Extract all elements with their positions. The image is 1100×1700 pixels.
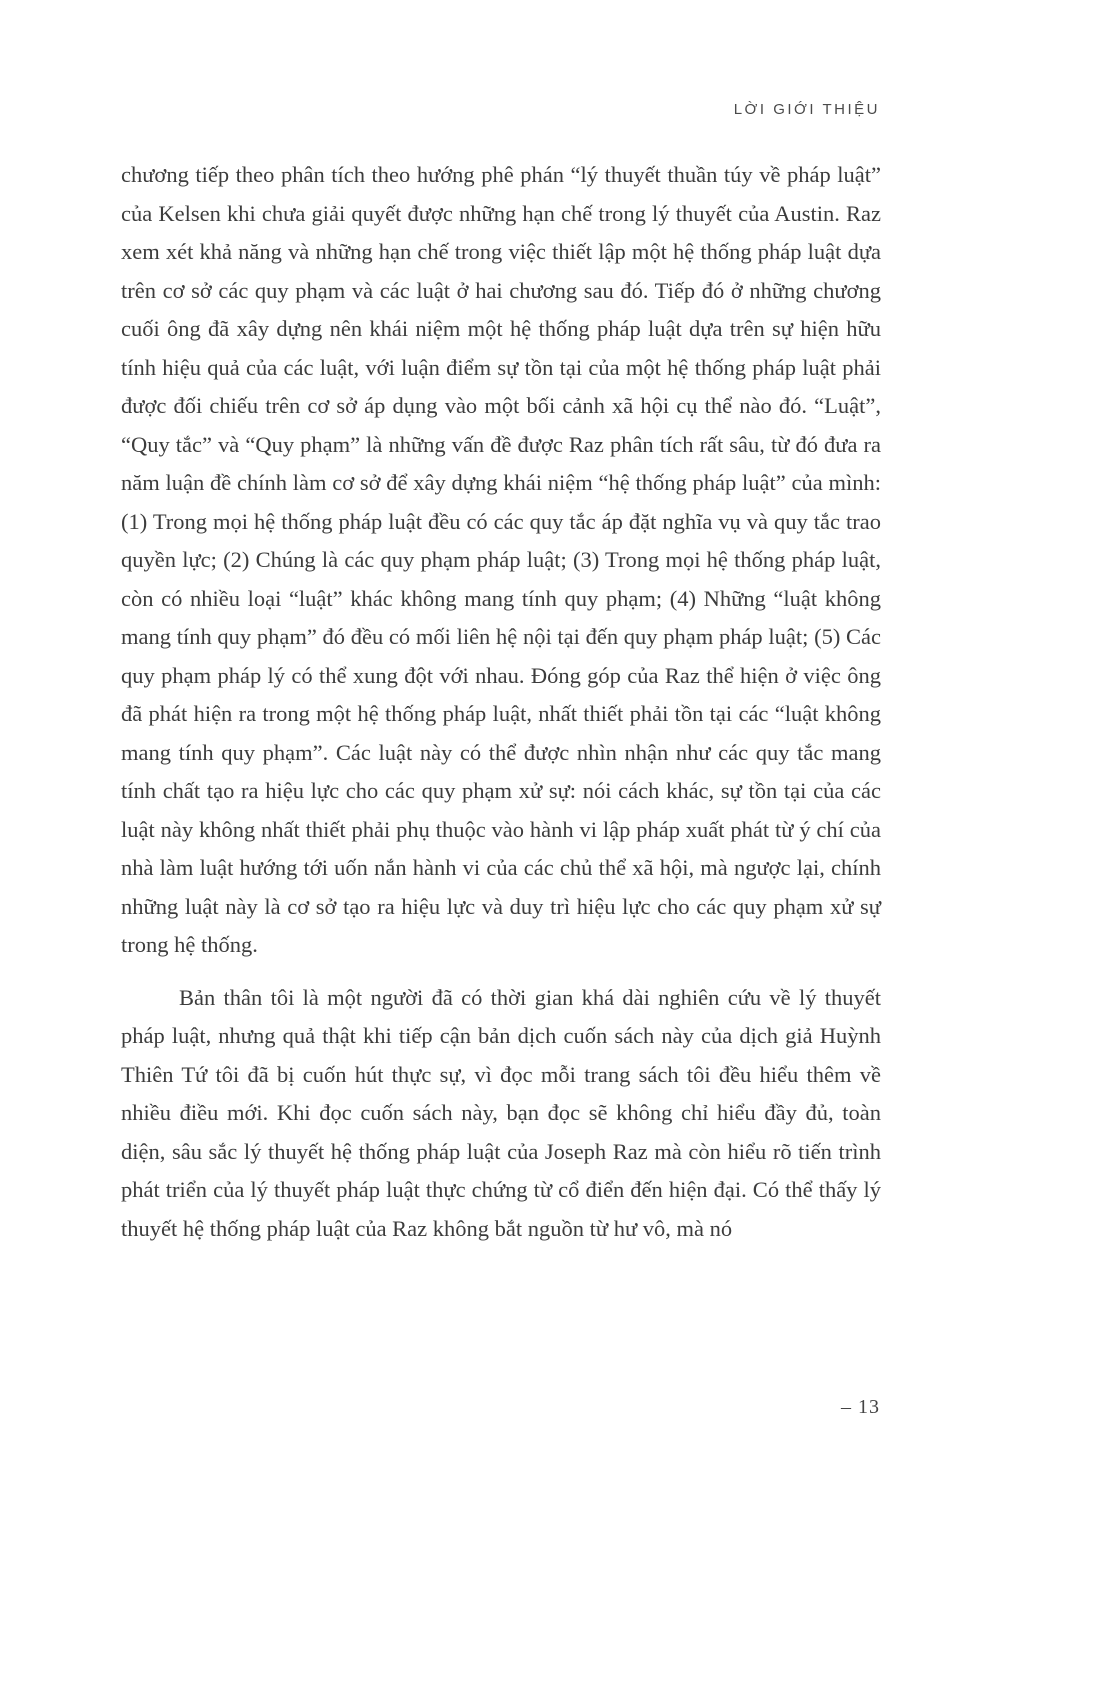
body-text	[121, 156, 881, 1248]
paragraph: chương tiếp theo phân tích theo hướng phê phán “lý thuyết thuần túy về pháp luật” của Kelsen khi chưa giải quyết được những hạn chế trong lý thuyết của Austin. Raz xem xét khả năng và những hạn chế trong việc thiết lập một hệ thống pháp luật dựa trên cơ sở các quy phạm và các luật ở hai chương sau đó. Tiếp đó ở những chương cuối ông đã xây dựng nên khái niệm một hệ thống pháp luật dựa trên sự hiện hữu tính hiệu quả của các luật, với luận điểm sự tồn tại của một hệ thống pháp luật phải được đối chiếu trên cơ sở áp dụng vào một bối cảnh xã hội cụ thể nào đó. “Luật”, “Quy tắc” và “Quy phạm” là những vấn đề được Raz phân tích rất sâu, từ đó đưa ra năm luận đề chính làm cơ sở để xây dựng khái niệm “hệ thống pháp luật” của mình: (1) Trong mọi hệ thống pháp luật đều có các quy tắc áp đặt nghĩa vụ và quy tắc trao quyền lực; (2) Chúng là các quy phạm pháp luật; (3) Trong mọi hệ thống pháp luật, còn có nhiều loại “luật” khác không mang tính quy phạm; (4) Những “luật không mang tính quy phạm” đó đều có mối liên hệ nội tại đến quy phạm pháp luật; (5) Các quy phạm pháp lý có thể xung đột với nhau. Đóng góp của Raz thể hiện ở việc ông đã phát hiện ra trong một hệ thống pháp luật, nhất thiết phải tồn tại các “luật không mang tính quy phạm”. Các luật này có thể được nhìn nhận như các quy tắc mang tính chất tạo ra hiệu lực cho các quy phạm xử sự: nói cách khác, sự tồn tại của các luật này không nhất thiết phải phụ thuộc vào hành vi lập pháp xuất phát từ ý chí của nhà làm luật hướng tới uốn nắn hành vi của các chủ thể xã hội, mà ngược lại, chính những luật này là cơ sở tạo ra hiệu lực và duy trì hiệu lực cho các quy phạm xử sự trong hệ thống.	[121, 162, 881, 957]
paragraph: Bản thân tôi là một người đã có thời gian khá dài nghiên cứu về lý thuyết pháp luật, nhưng quả thật khi tiếp cận bản dịch cuốn sách này của dịch giả Huỳnh Thiên Tứ tôi đã bị cuốn hút thực sự, vì đọc mỗi trang sách tôi đều hiểu thêm về nhiều điều mới. Khi đọc cuốn sách này, bạn đọc sẽ không chỉ hiểu đầy đủ, toàn diện, sâu sắc lý thuyết hệ thống pháp luật của Joseph Raz mà còn hiểu rõ tiến trình phát triển của lý thuyết pháp luật thực chứng từ cổ điển đến hiện đại. Có thể thấy lý thuyết hệ thống pháp luật của Raz không bắt nguồn từ hư vô, mà nó	[121, 984, 881, 1241]
page-number: – 13	[841, 1396, 880, 1418]
running-head: LỜI GIỚI THIỆU	[733, 101, 880, 118]
